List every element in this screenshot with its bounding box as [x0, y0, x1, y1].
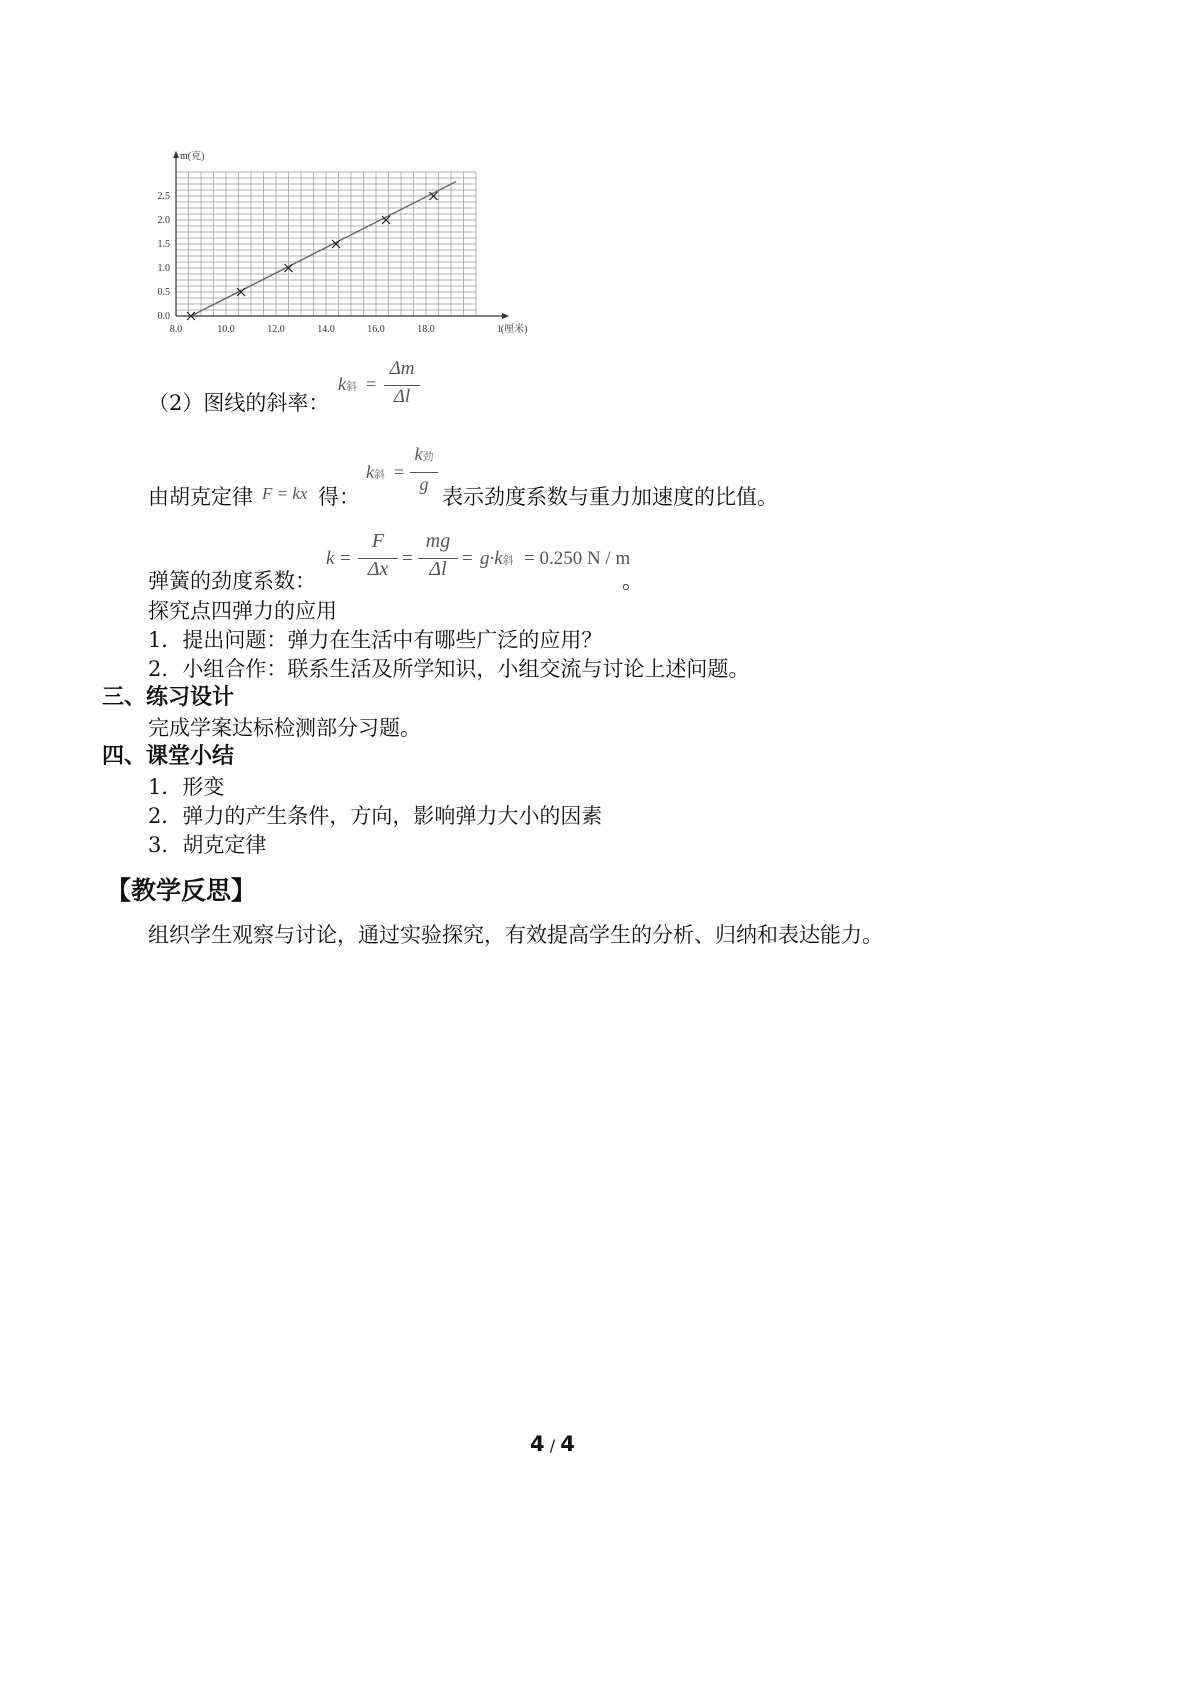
x-tick-label: 8.0 — [169, 324, 183, 335]
y-tick-label: 0.5 — [157, 287, 170, 298]
stiffness-label: 弹簧的劲度系数： — [148, 569, 316, 593]
k-slope-over-g-formula: k斜 = k劲 g — [366, 444, 440, 504]
slope-formula: k斜 = Δm Δl — [338, 364, 428, 414]
stiffness-formula: k = F Δx = mg Δl = g·k斜 = 0.250 N / m — [326, 530, 631, 580]
x-axis-arrow — [502, 313, 509, 319]
summary-item: 1．形变 — [148, 775, 225, 799]
y-axis-arrow — [173, 151, 179, 158]
hooke-formula: F = kx — [262, 484, 308, 503]
section4-title: 四、课堂小结 — [102, 744, 235, 769]
page-number: 4 / 4 — [530, 1432, 575, 1456]
reflection-title: 【教学反思】 — [106, 876, 257, 905]
section3-title: 三、练习设计 — [102, 685, 235, 710]
y-tick-label: 1.5 — [157, 239, 170, 250]
hooke-label-b: 得： — [318, 485, 360, 509]
hooke-description: 表示劲度系数与重力加速度的比值。 — [442, 485, 778, 509]
hooke-label-a: 由胡克定律 — [148, 485, 253, 509]
x-tick-label: 14.0 — [317, 324, 335, 335]
x-axis-label: l(厘米) — [498, 324, 528, 335]
summary-item: 3．胡克定律 — [148, 833, 267, 857]
x-tick-label: 12.0 — [267, 324, 285, 335]
x-tick-label: 16.0 — [367, 324, 385, 335]
x-tick-label: 10.0 — [217, 324, 235, 335]
y-tick-label: 2.0 — [157, 215, 170, 226]
y-tick-label: 2.5 — [157, 191, 170, 202]
y-tick-label: 0.0 — [157, 311, 170, 322]
x-tick-label: 18.0 — [417, 324, 435, 335]
probe4-title: 探究点四弹力的应用 — [148, 599, 337, 623]
section3-body: 完成学案达标检测部分习题。 — [148, 716, 421, 740]
summary-item: 2．弹力的产生条件，方向，影响弹力大小的因素 — [148, 804, 603, 828]
stiffness-end: 。 — [622, 569, 643, 593]
spring-mass-length-chart — [140, 150, 528, 360]
probe4-item-1: 1．提出问题：弹力在生活中有哪些广泛的应用？ — [148, 628, 603, 652]
slope-label: （2）图线的斜率： — [148, 391, 330, 415]
reflection-body: 组织学生观察与讨论，通过实验探究，有效提高学生的分析、归纳和表达能力。 — [148, 923, 883, 947]
probe4-item-2: 2．小组合作：联系生活及所学知识，小组交流与讨论上述问题。 — [148, 657, 750, 681]
y-tick-label: 1.0 — [157, 263, 170, 274]
y-axis-label: m(克) — [180, 151, 205, 162]
